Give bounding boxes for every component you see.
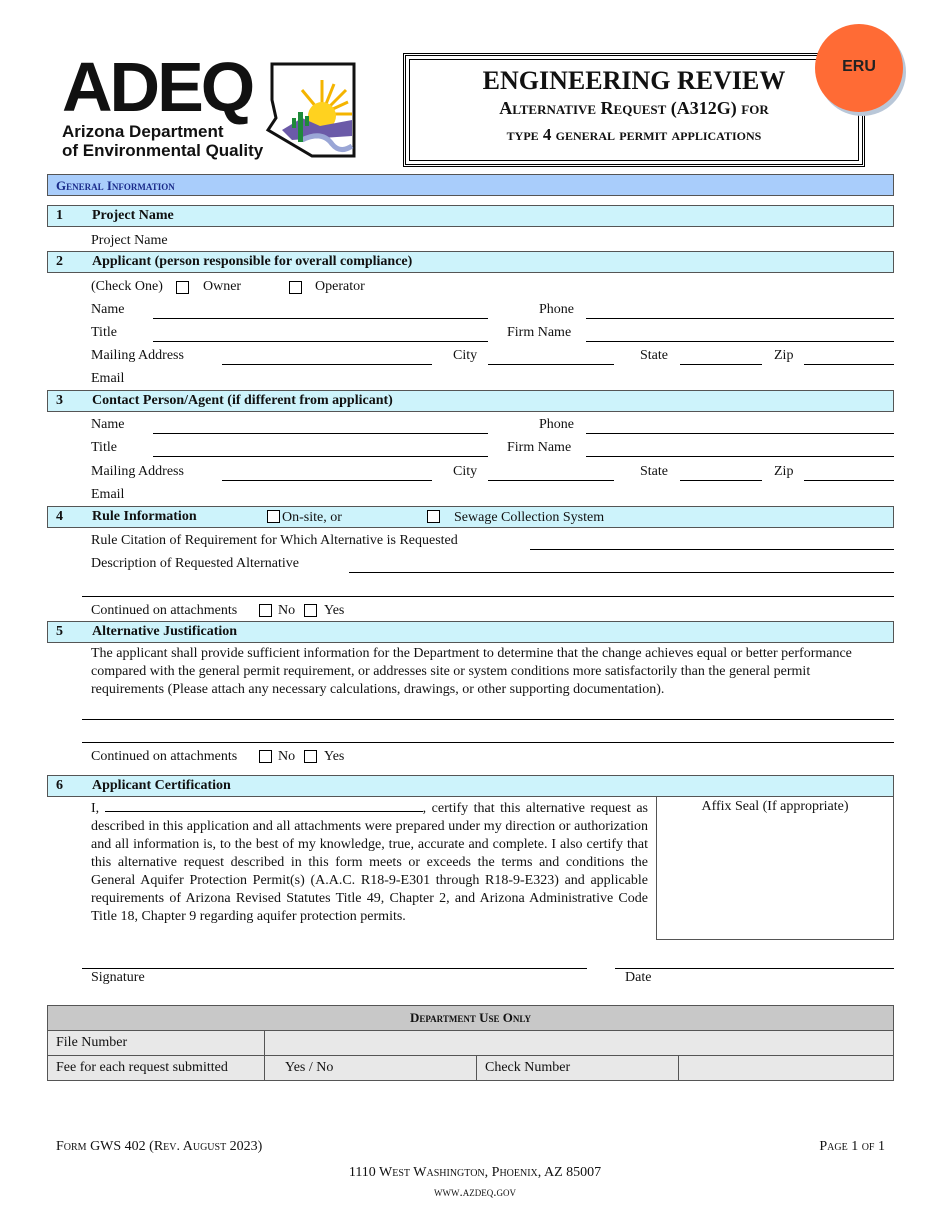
- form-title: ENGINEERING REVIEW: [482, 66, 786, 95]
- s5-continued-label: Continued on attachments: [91, 749, 238, 764]
- s5-continued-yes-label: Yes: [324, 749, 345, 764]
- section-6-header: 6 Applicant Certification: [47, 775, 894, 797]
- certification-text: I, , certify that this alternative request as described in this application and all attachments were prepared under my direction or authorization and all information is, to the best of my knowledge, true, accurate and complete. I also certify that this alternative request described in this form meets or exceeds the terms and conditions the General Aquifer Protection Permit(s) (A.A.C. R18-9-E301 through R18-9-E323) and applicable requirements of Arizona Revised Statutes Title 49, Chapter 2, and Arizona Administrative Code Title 18, Chapter 9 regarding aquifer protection permits.: [91, 798, 648, 926]
- contact-phone-field[interactable]: [586, 433, 894, 434]
- signature-label: Signature: [91, 970, 145, 985]
- dept-use-title: Department Use Only: [48, 1006, 894, 1031]
- contact-name-label: Name: [91, 417, 125, 432]
- applicant-name-label: Name: [91, 302, 125, 317]
- contact-name-field[interactable]: [153, 433, 488, 434]
- logo-line-1: Arizona Department: [62, 122, 224, 141]
- check-one-label: (Check One): [91, 279, 163, 294]
- contact-state-label: State: [640, 464, 668, 479]
- seal-box[interactable]: [656, 797, 894, 940]
- section-1-header: 1 Project Name: [47, 205, 894, 227]
- sewage-label: Sewage Collection System: [454, 510, 605, 525]
- applicant-phone-label: Phone: [539, 302, 574, 317]
- contact-email-field[interactable]: [140, 485, 890, 503]
- date-label: Date: [625, 970, 652, 985]
- applicant-phone-field[interactable]: [586, 318, 894, 319]
- rule-citation-field[interactable]: [530, 549, 894, 550]
- section-5-header: 5 Alternative Justification: [47, 621, 894, 643]
- contact-zip-field[interactable]: [804, 480, 894, 481]
- contact-city-field[interactable]: [488, 480, 614, 481]
- applicant-state-field[interactable]: [680, 364, 762, 365]
- certifier-name-field[interactable]: [105, 798, 423, 812]
- contact-zip-label: Zip: [774, 464, 794, 479]
- eru-badge: ERU: [815, 24, 903, 112]
- applicant-email-label: Email: [91, 371, 125, 386]
- affix-seal-label: Affix Seal (If appropriate): [701, 799, 849, 814]
- contact-city-label: City: [453, 464, 478, 479]
- justification-field-line-1[interactable]: [82, 719, 894, 720]
- contact-mailing-field[interactable]: [222, 480, 432, 481]
- applicant-zip-field[interactable]: [804, 364, 894, 365]
- applicant-title-field[interactable]: [153, 341, 488, 342]
- applicant-email-field[interactable]: [140, 369, 890, 387]
- s4-continued-yes-label: Yes: [324, 603, 345, 618]
- applicant-name-field[interactable]: [153, 318, 488, 319]
- form-subtitle-1: Alternative Request (A312G) for: [499, 98, 769, 118]
- applicant-mailing-label: Mailing Address: [91, 348, 184, 363]
- general-information-header: General Information: [47, 174, 894, 196]
- onsite-label: On-site, or: [282, 510, 342, 525]
- applicant-title-label: Title: [91, 325, 117, 340]
- logo-line-2: of Environmental Quality: [62, 141, 264, 160]
- s4-continued-no-checkbox[interactable]: [259, 604, 272, 617]
- rule-citation-label: Rule Citation of Requirement for Which Alternative is Requested: [91, 533, 458, 548]
- contact-firm-field[interactable]: [586, 456, 894, 457]
- project-name-field[interactable]: [190, 230, 890, 250]
- owner-label: Owner: [203, 279, 242, 294]
- description-field-line-1[interactable]: [349, 572, 894, 573]
- contact-title-field[interactable]: [153, 456, 488, 457]
- contact-phone-label: Phone: [539, 417, 574, 432]
- justification-instructions: The applicant shall provide sufficient information for the Department to determine that the change achieves equal or better performance compared with the general permit requirement, or addresses site or system conditions more satisfactorily than the general permit requirements (Please attach any necessary calculations, drawings, or other supporting documentation).: [91, 646, 852, 697]
- s5-continued-yes-checkbox[interactable]: [304, 750, 317, 763]
- s4-continued-no-label: No: [278, 603, 296, 618]
- s4-continued-yes-checkbox[interactable]: [304, 604, 317, 617]
- file-number-label: File Number: [48, 1031, 265, 1056]
- department-use-table: [47, 1005, 894, 1081]
- operator-checkbox[interactable]: [289, 281, 302, 294]
- contact-email-label: Email: [91, 487, 125, 502]
- section-3-header: 3 Contact Person/Agent (if different from applicant): [47, 390, 894, 412]
- sewage-checkbox[interactable]: [427, 510, 440, 523]
- file-number-field[interactable]: [265, 1031, 894, 1056]
- description-label: Description of Requested Alternative: [91, 556, 299, 571]
- owner-checkbox[interactable]: [176, 281, 189, 294]
- form-subtitle-2: type 4 general permit applications: [506, 125, 762, 144]
- contact-title-label: Title: [91, 440, 117, 455]
- signature-field[interactable]: [82, 968, 587, 969]
- footer-website[interactable]: www.azdeq.gov: [434, 1184, 516, 1199]
- s5-continued-no-label: No: [278, 749, 296, 764]
- yes-no-label[interactable]: Yes / No: [265, 1056, 477, 1081]
- applicant-state-label: State: [640, 348, 668, 363]
- operator-label: Operator: [315, 279, 365, 294]
- footer-address: 1110 West Washington, Phoenix, AZ 85007: [348, 1165, 602, 1180]
- description-field-line-2[interactable]: [82, 596, 894, 597]
- check-number-field[interactable]: [679, 1056, 894, 1081]
- contact-firm-label: Firm Name: [507, 440, 572, 455]
- s5-continued-no-checkbox[interactable]: [259, 750, 272, 763]
- page-number: Page 1 of 1: [819, 1139, 885, 1154]
- applicant-firm-field[interactable]: [586, 341, 894, 342]
- arizona-map-icon: [262, 60, 360, 160]
- applicant-city-field[interactable]: [488, 364, 614, 365]
- contact-state-field[interactable]: [680, 480, 762, 481]
- project-name-label: Project Name: [91, 233, 168, 248]
- form-number: Form GWS 402 (Rev. August 2023): [56, 1139, 263, 1154]
- applicant-firm-label: Firm Name: [507, 325, 572, 340]
- applicant-city-label: City: [453, 348, 478, 363]
- section-2-header: 2 Applicant (person responsible for overall compliance): [47, 251, 894, 273]
- s4-continued-label: Continued on attachments: [91, 603, 238, 618]
- onsite-checkbox[interactable]: [267, 510, 280, 523]
- justification-field-line-2[interactable]: [82, 742, 894, 743]
- contact-mailing-label: Mailing Address: [91, 464, 184, 479]
- check-number-label: Check Number: [477, 1056, 679, 1081]
- fee-label: Fee for each request submitted: [48, 1056, 265, 1081]
- date-field[interactable]: [615, 968, 894, 969]
- applicant-zip-label: Zip: [774, 348, 794, 363]
- applicant-mailing-field[interactable]: [222, 364, 432, 365]
- logo-wordmark: ADEQ: [62, 48, 253, 126]
- section-4-header: 4 Rule Information: [47, 506, 894, 528]
